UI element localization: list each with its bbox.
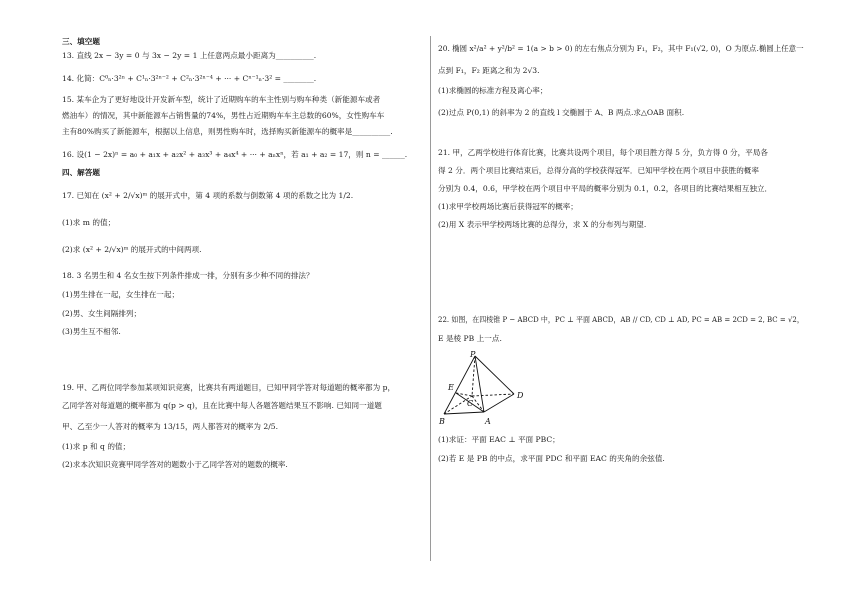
question-18: 18. 3 名男生和 4 名女生按下列条件排成一排，分别有多少种不同的排法？	[62, 271, 314, 280]
question-18-part-2: (2)男、女生间隔排列；	[62, 309, 142, 318]
question-13: 13. 直线 2x − 3y = 0 与 3x − 2y = 1 上任意两点最小距离为__________.	[62, 51, 317, 60]
edge-ad	[484, 394, 514, 412]
question-21-line-3: 分别为 0.4，0.6，甲学校在两个项目中平局的概率分别为 0.1，0.2，各项目的比赛结果相互独立．	[438, 184, 773, 193]
question-17: 17. 已知在 (x² + 2/√x)ᵐ 的展开式中，第 4 项的系数与倒数第 4 项的系数之比为 1/2.	[62, 191, 354, 200]
question-19-line-3: 甲、乙至少一人答对的概率为 13/15，两人都答对的概率为 2/5.	[62, 422, 279, 431]
question-19-line-1: 19. 甲、乙两位同学参加某项知识竞赛，比赛共有两道题目，已知甲同学答对每道题的概率都为 p，	[62, 383, 396, 392]
question-20-part-2: (2)过点 P(0,1) 的斜率为 2 的直线 l 交椭圆于 A、B 两点.求△OAB 面积.	[438, 108, 685, 117]
question-20-line-1: 20. 椭圆 x²/a² + y²/b² = 1(a > b > 0) 的左右焦点分别为 F₁，F₂，其中 F₁(√2, 0)，O 为原点.椭圆上任意一	[438, 44, 804, 53]
question-20-part-1: (1)求椭圆的标准方程及离心率；	[438, 86, 548, 95]
pyramid-figure	[438, 348, 538, 430]
column-divider	[430, 36, 431, 561]
edge-pa	[475, 356, 484, 412]
question-21-line-1: 21. 甲，乙两学校进行体育比赛，比赛共设两个项目，每个项目胜方得 5 分，负方得 0 分，平局各	[438, 148, 768, 157]
label-b: B	[439, 417, 445, 426]
section-answer-title: 四、解答题	[62, 168, 100, 177]
question-18-part-3: (3)男生互不相邻.	[62, 327, 121, 336]
question-19-line-2: 乙同学答对每道题的概率都为 q(p > q)，且在比赛中每人各题答题结果互不影响. 已知同一道题	[62, 401, 382, 410]
question-20-line-2: 点到 F₁，F₂ 距离之和为 2√3.	[438, 66, 540, 75]
question-18-part-1: (1)男生排在一起，女生排在一起；	[62, 290, 180, 299]
question-22-line-1: 22. 如图，在四棱锥 P − ABCD 中，PC ⊥ 平面 ABCD，AB // CD, CD ⊥ AD, PC = AB = 2CD = 2, BC = √2，	[438, 315, 804, 324]
question-22-part-2: (2)若 E 是 PB 的中点，求平面 PDC 和平面 EAC 的夹角的余弦值.	[438, 454, 665, 463]
question-14: 14. 化简：C⁰ₙ·3²ⁿ + C¹ₙ·3²ⁿ⁻² + C²ₙ·3²ⁿ⁻⁴ + ··· + Cⁿ⁻¹ₙ·3² = ________.	[62, 74, 317, 83]
question-22-part-1: (1)求证：平面 EAC ⊥ 平面 PBC；	[438, 435, 560, 444]
question-15-line-3: 主有80%购买了新能源车，根据以上信息，则男性购车时，选择购买新能源车的概率是__________.	[62, 127, 393, 136]
label-e: E	[448, 383, 454, 392]
question-15-line-2: 燃油车）的情况，其中新能源车占销售量的74%，男性占近期购车车主总数的60%，女性购车车	[62, 111, 385, 120]
question-21-line-2: 得 2 分．两个项目比赛结束后，总得分高的学校获得冠军．已知甲学校在两个项目中获胜的概率	[438, 166, 759, 175]
edge-pd	[475, 356, 514, 394]
edge-cd	[472, 394, 514, 396]
question-21-part-2: (2)用 X 表示甲学校两场比赛的总得分，求 X 的分布列与期望.	[438, 220, 647, 229]
section-fill-in-title: 三、填空题	[62, 37, 100, 46]
question-19-part-1: (1)求 p 和 q 的值；	[62, 442, 131, 451]
label-d: D	[517, 391, 524, 400]
label-c: C	[467, 399, 474, 408]
label-p: P	[470, 350, 476, 359]
question-21-part-1: (1)求甲学校两场比赛后获得冠军的概率；	[438, 202, 578, 211]
label-a: A	[485, 417, 491, 426]
edge-ab	[444, 412, 484, 414]
question-15-line-1: 15. 某车企为了更好地设计开发新车型，统计了近期购车的车主性别与购车种类（新能源车或者	[62, 95, 381, 104]
question-17-part-1: (1)求 m 的值；	[62, 218, 116, 227]
question-16: 16. 设(1 − 2x)ⁿ = a₀ + a₁x + a₂x² + a₃x³ + a₄x⁴ + ··· + aₙxⁿ，若 a₁ + a₂ = 17，则 n = ______.	[62, 150, 408, 159]
question-17-part-2: (2)求 (x² + 2/√x)ᵐ 的展开式的中间两项.	[62, 245, 202, 254]
edge-pc	[472, 356, 475, 396]
question-19-part-2: (2)求本次知识竞赛甲同学答对的题数小于乙同学答对的题数的概率.	[62, 460, 288, 469]
question-22-line-2: E 是棱 PB 上一点.	[438, 334, 502, 343]
